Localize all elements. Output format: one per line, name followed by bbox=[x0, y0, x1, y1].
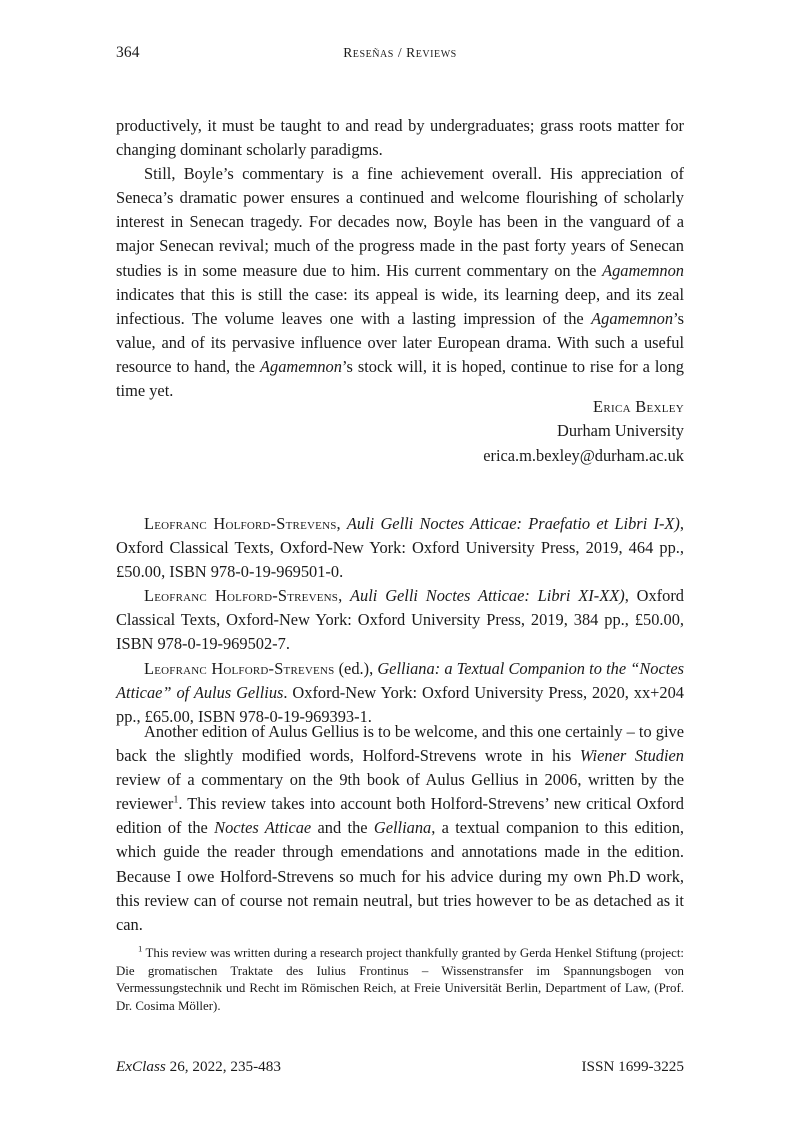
running-head bbox=[116, 44, 684, 66]
review-opening-paragraph bbox=[116, 720, 684, 937]
bibliography-entry bbox=[116, 512, 684, 584]
work-title-agamemnon-3: Agamemnon bbox=[260, 356, 342, 376]
final-seg-4: ’s stock will, it is hoped, continue to rise for a long time yet. bbox=[116, 356, 684, 401]
work-title-gelliana: Gelliana bbox=[373, 818, 432, 838]
journal-title-wiener-studien: Wiener Studien bbox=[579, 746, 684, 766]
reviewer-affiliation: Durham University bbox=[556, 421, 684, 441]
review-seg-4: and the bbox=[311, 818, 374, 838]
bib-title: Gelliana: a Textual Companion to the “Noctes Atticae” of Aulus Gellius bbox=[116, 658, 684, 702]
review-seg-3: . This review takes into account both Holford-Strevens’ new critical Oxford edition of the bbox=[116, 794, 684, 838]
bibliography-list bbox=[116, 512, 684, 729]
review-seg-2: review of a commentary on the 9th book of Aulus Gellius in 2006, written by the reviewer bbox=[116, 770, 684, 814]
review-body-continuation bbox=[116, 114, 684, 403]
review-body-opening bbox=[116, 720, 684, 937]
paragraph-continuation bbox=[116, 114, 684, 162]
bib-author: Leofranc Holford-Strevens bbox=[144, 586, 339, 606]
footer-journal-details: 26, 2022, 235-483 bbox=[165, 1058, 281, 1075]
bibliography-entry bbox=[116, 657, 684, 729]
bib-details: . Oxford-New York: Oxford University Press, 2020, xx+204 pp., £65.00, ISBN 978-0-19-969393-1. bbox=[116, 682, 684, 726]
bib-details: , Oxford Classical Texts, Oxford-New York: Oxford University Press, 2019, 464 pp., £50.00, ISBN 978-0-19-969501-0. bbox=[116, 514, 684, 582]
bib-after-author: , bbox=[338, 586, 351, 606]
footer-journal-name: ExClass bbox=[116, 1058, 166, 1075]
footnote-block bbox=[116, 945, 684, 1015]
footer-citation bbox=[116, 1058, 281, 1076]
final-seg-3: ’s value, and of its pervasive influence over later European drama. With such a useful resource to hand, the bbox=[116, 308, 684, 376]
footnote-number: 1 bbox=[138, 943, 143, 954]
reviewer-email: erica.m.bexley@durham.ac.uk bbox=[483, 445, 684, 465]
paragraph-continuation-text: productively, it must be taught to and read by undergraduates; grass roots matter for changing dominant scholarly paradigms. bbox=[116, 116, 684, 160]
page-footer bbox=[116, 1058, 684, 1080]
bib-title: Auli Gelli Noctes Atticae: Praefatio et Libri I-X) bbox=[346, 514, 680, 533]
final-seg-2: indicates that this is still the case: its appeal is wide, its learning deep, and its zeal infectious. The volume leaves one with a lasting impression of the bbox=[116, 284, 684, 328]
running-head-title: Reseñas / Reviews bbox=[343, 45, 457, 60]
footnote-reference-marker[interactable]: 1 bbox=[173, 794, 179, 806]
bibliography-entry bbox=[116, 584, 684, 656]
work-title-noctes-atticae: Noctes Atticae bbox=[214, 818, 312, 838]
reviewer-signature bbox=[116, 395, 684, 468]
page-number: 364 bbox=[116, 44, 140, 61]
review-seg-1: Another edition of Aulus Gellius is to be welcome, and this one certainly – to give back the slightly modified words, Holford-Strevens wrote in his bbox=[116, 722, 684, 766]
bib-details: , Oxford Classical Texts, Oxford-New York: Oxford University Press, 2019, 384 pp., £50.00, ISBN 978-0-19-969502-7. bbox=[116, 586, 684, 654]
review-seg-5: , a textual companion to this edition, which guide the reader through emendations and annotations made in the edition. Because I owe Holford-Strevens so much for his advice during my own Ph.D work, this review can of course not remain neutral, but tries however to be as detached as it can. bbox=[116, 818, 684, 934]
bib-title: Auli Gelli Noctes Atticae: Libri XI-XX) bbox=[350, 586, 625, 606]
footnote-text: This review was written during a research project thankfully granted by Gerda Henkel Stiftung (project: Die gromatischen Traktate des Iulius Frontinus – Wissenstransfer im Spannungsbogen von Vermessungstechnik und Recht im Römischen Reich, at Freie Universität Berlin, Department of Law, (Prof. Dr. Cosima Möller). bbox=[116, 946, 684, 1013]
bib-author: Leofranc Holford-Strevens bbox=[144, 514, 337, 533]
reviewer-name: Erica Bexley bbox=[593, 397, 684, 416]
final-seg-1: Still, Boyle’s commentary is a fine achievement overall. His appreciation of Seneca’s dramatic power ensures a continued and welcome flourishing of scholarly interest in Senecan tragedy. For decades now, Boyle has been in the vanguard of a major Senecan revival; much of the progress made in the past forty years of Senecan studies is in some measure due to him. His current commentary on the bbox=[116, 164, 684, 280]
bib-after-author: , bbox=[336, 514, 347, 533]
work-title-agamemnon-1: Agamemnon bbox=[602, 260, 684, 280]
paragraph-final bbox=[116, 162, 684, 403]
footer-issn: ISSN 1699-3225 bbox=[581, 1058, 684, 1075]
work-title-agamemnon-2: Agamemnon bbox=[591, 308, 674, 328]
bib-after-author: (ed.), bbox=[334, 658, 378, 678]
footnote-entry bbox=[116, 945, 684, 1015]
bib-author: Leofranc Holford-Strevens bbox=[144, 658, 335, 678]
